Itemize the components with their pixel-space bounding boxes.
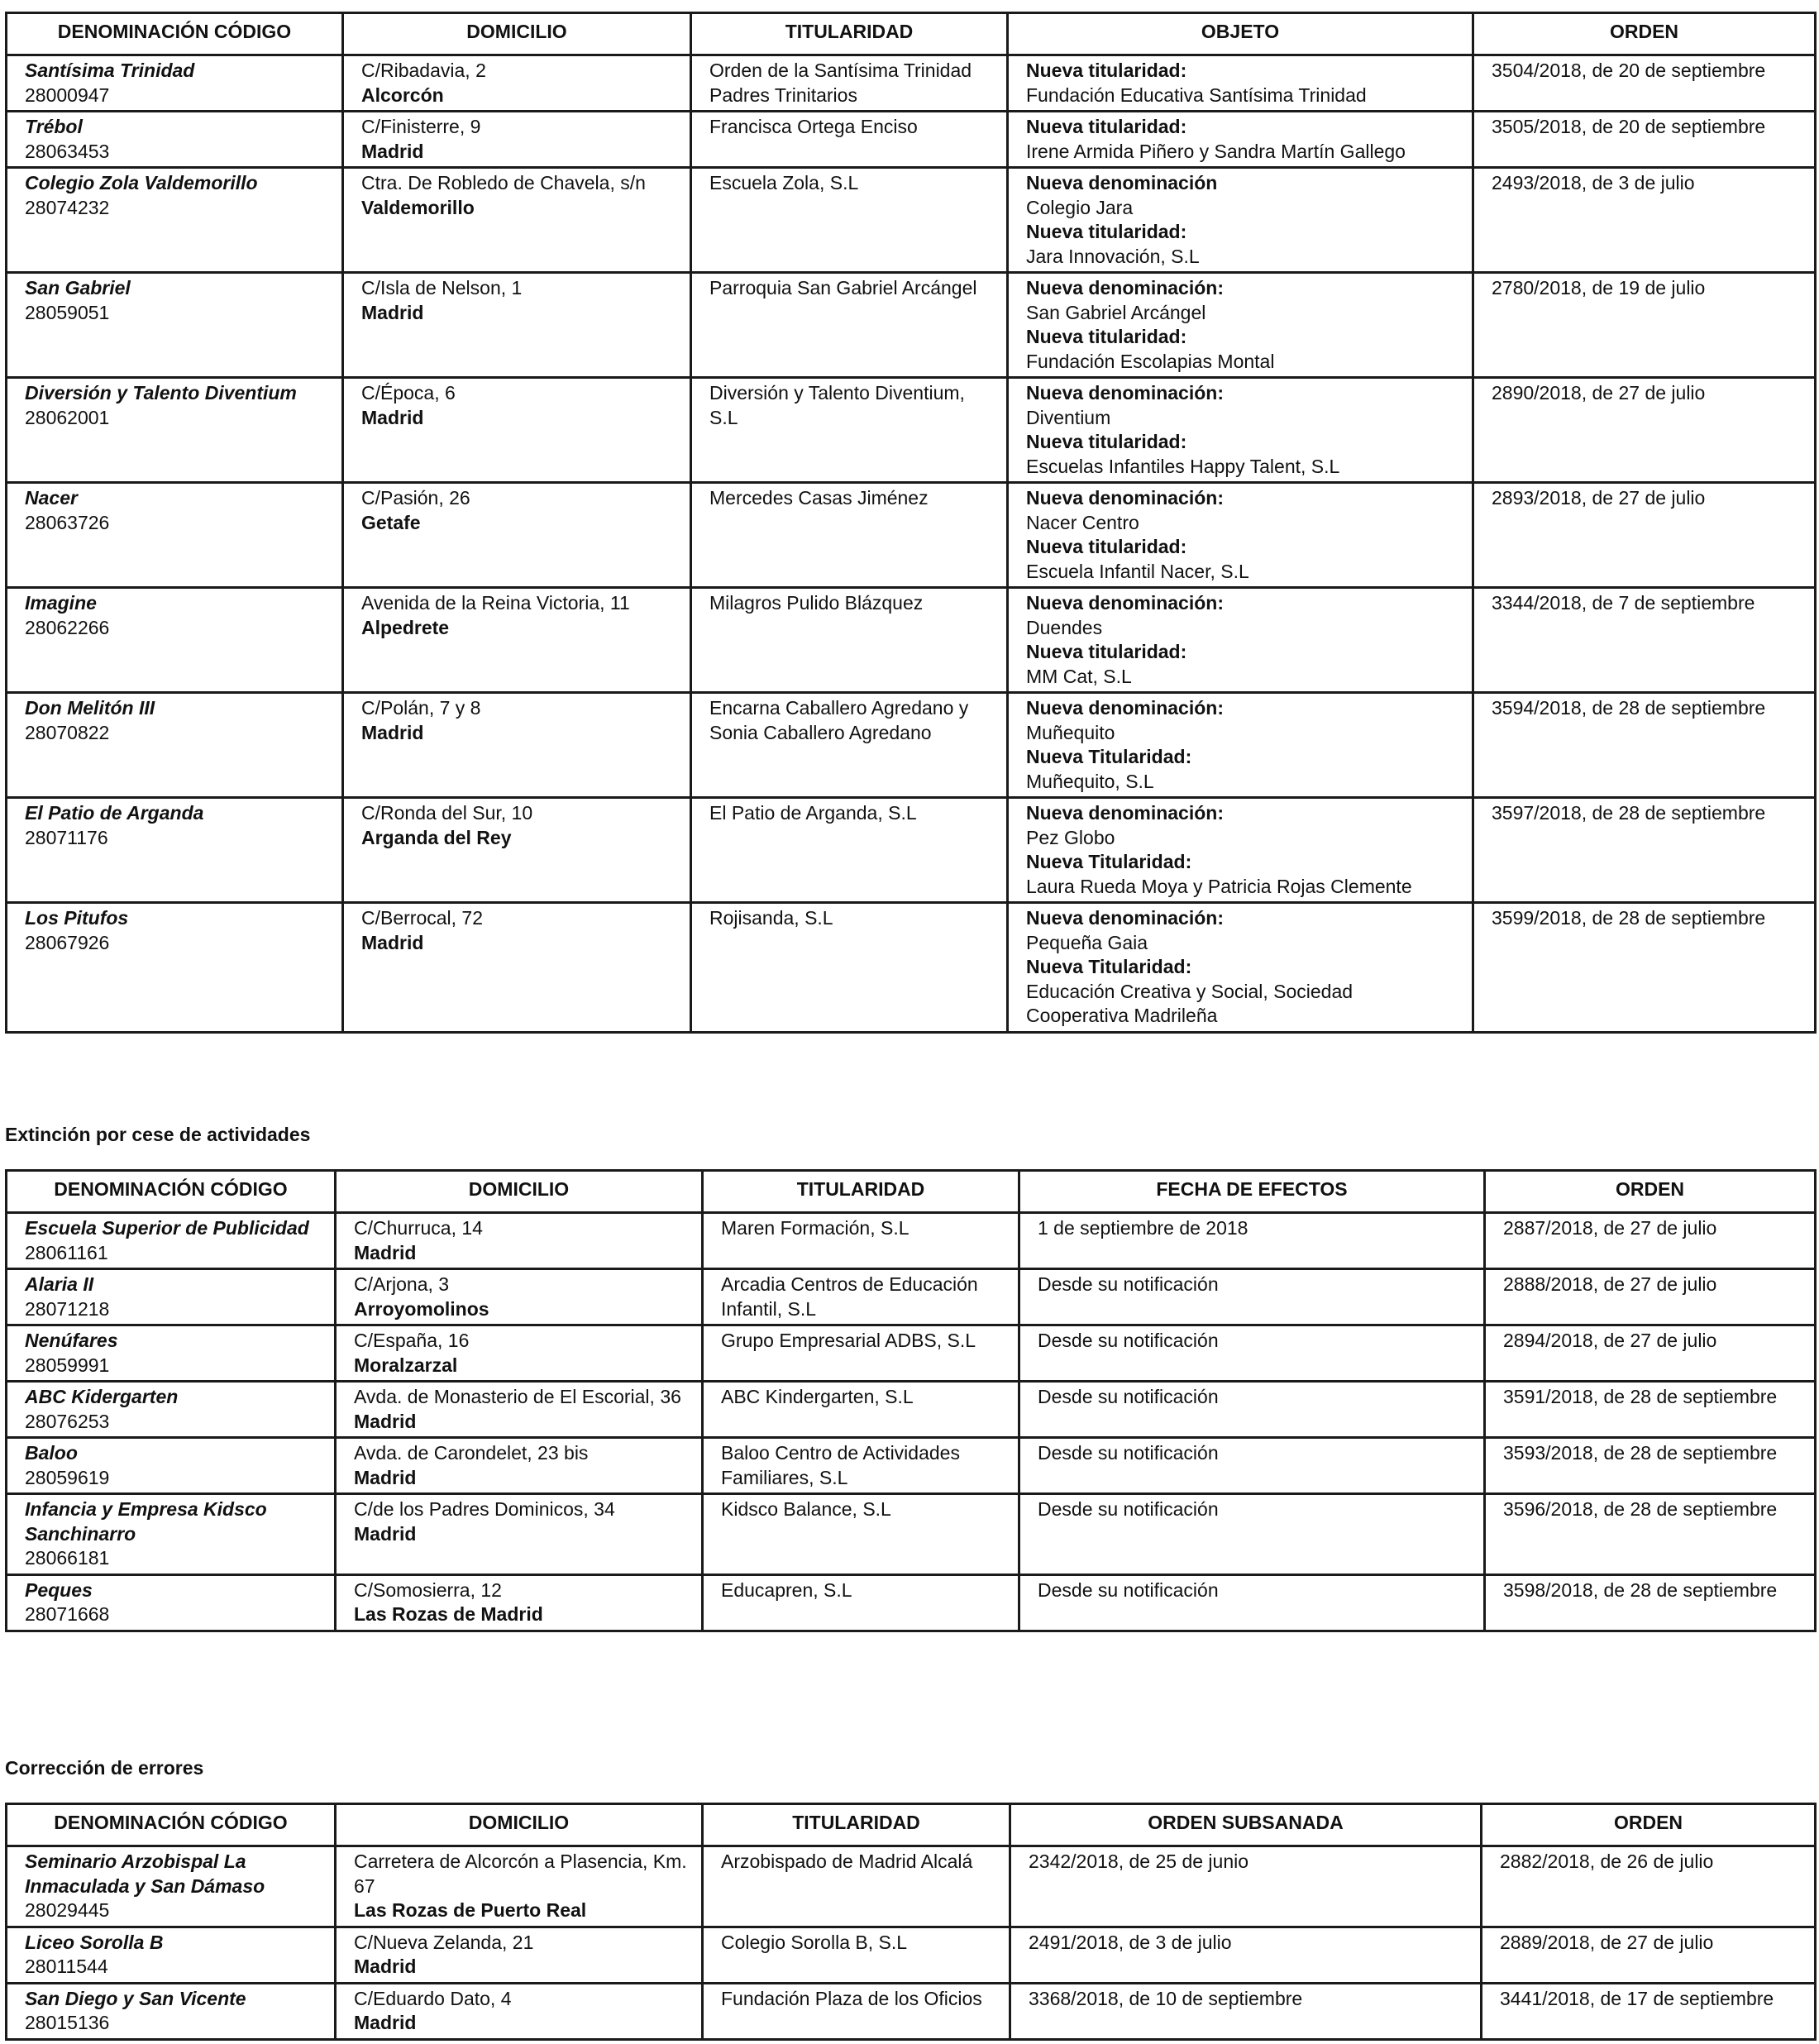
center-code: 28071218 (25, 1297, 110, 1320)
corrections-table (5, 1803, 1817, 2041)
table-row (7, 903, 1816, 1033)
object-value: Fundación Escolapias Montal (1026, 350, 1275, 372)
cell-denominacion (7, 378, 343, 483)
city: Alpedrete (361, 616, 450, 638)
cell-denominacion (7, 112, 343, 168)
object-label: Nueva Titularidad: (1026, 956, 1192, 977)
center-name: Baloo (25, 1442, 78, 1464)
center-code: 28000947 (25, 84, 110, 106)
object-label: Nueva denominación: (1026, 277, 1224, 298)
table-row (7, 55, 1816, 112)
object-label: Nueva denominación: (1026, 592, 1224, 614)
cell-domicilio (336, 1269, 703, 1325)
object-label: Nueva denominación (1026, 172, 1218, 193)
center-code: 28059051 (25, 301, 110, 323)
center-name: Santísima Trinidad (25, 60, 195, 81)
address: C/Isla de Nelson, 1 (361, 277, 523, 298)
address: C/Churruca, 14 (354, 1217, 483, 1239)
cell-denominacion (7, 1574, 336, 1631)
header-objeto: OBJETO (1008, 13, 1473, 55)
cell-denominacion (7, 1382, 336, 1438)
table-row (7, 273, 1816, 378)
city: Madrid (354, 1466, 417, 1488)
city: Valdemorillo (361, 196, 475, 218)
cell-denominacion (7, 1983, 336, 2039)
cell-domicilio (336, 1325, 703, 1382)
table-row (7, 1438, 1816, 1494)
address: C/de los Padres Dominicos, 34 (354, 1498, 615, 1520)
header-domicilio: DOMICILIO (336, 1171, 703, 1213)
cell-domicilio (343, 112, 691, 168)
cell-domicilio (336, 1927, 703, 1983)
cell-fecha-efectos: Desde su notificación (1019, 1325, 1485, 1382)
cell-denominacion (7, 1494, 336, 1575)
cell-titularidad: Maren Formación, S.L (703, 1213, 1019, 1269)
cell-domicilio (343, 588, 691, 693)
cell-objeto (1008, 903, 1473, 1033)
cell-fecha-efectos: 1 de septiembre de 2018 (1019, 1213, 1485, 1269)
cell-titularidad: ABC Kindergarten, S.L (703, 1382, 1019, 1438)
cell-titularidad: Diversión y Talento Diventium, S.L (691, 378, 1008, 483)
center-code: 28062266 (25, 616, 110, 638)
cell-orden: 3594/2018, de 28 de septiembre (1473, 693, 1816, 798)
cell-domicilio (336, 1983, 703, 2039)
table-row (7, 1382, 1816, 1438)
object-label: Nueva denominación: (1026, 907, 1224, 929)
cell-orden: 2894/2018, de 27 de julio (1485, 1325, 1816, 1382)
cell-orden: 2893/2018, de 27 de julio (1473, 483, 1816, 588)
center-code: 28070822 (25, 721, 110, 743)
city: Madrid (354, 1410, 417, 1432)
center-name: Don Melitón III (25, 697, 155, 719)
cell-domicilio (336, 1438, 703, 1494)
cell-orden: 3596/2018, de 28 de septiembre (1485, 1494, 1816, 1575)
city: Madrid (354, 2012, 417, 2033)
object-value: San Gabriel Arcángel (1026, 301, 1206, 323)
cell-domicilio (343, 55, 691, 112)
object-value: Laura Rueda Moya y Patricia Rojas Clemente (1026, 875, 1412, 897)
center-code: 28061161 (25, 1241, 108, 1263)
object-value: Muñequito, S.L (1026, 770, 1154, 792)
table-row (7, 168, 1816, 273)
center-name: Alaria II (25, 1273, 94, 1295)
center-name: Colegio Zola Valdemorillo (25, 172, 258, 193)
cell-domicilio (336, 1494, 703, 1575)
cell-titularidad: Milagros Pulido Blázquez (691, 588, 1008, 693)
cell-fecha-efectos: Desde su notificación (1019, 1269, 1485, 1325)
header-denominacion: DENOMINACIÓN CÓDIGO (7, 1171, 336, 1213)
center-code: 28011544 (25, 1956, 108, 1977)
cell-domicilio (343, 798, 691, 903)
center-name: ABC Kidergarten (25, 1386, 179, 1407)
address: C/Arjona, 3 (354, 1273, 450, 1295)
cell-domicilio (343, 483, 691, 588)
center-code: 28063453 (25, 140, 110, 162)
object-label: Nueva denominación: (1026, 382, 1224, 404)
address: C/Nueva Zelanda, 21 (354, 1931, 534, 1953)
cell-denominacion (7, 798, 343, 903)
cell-fecha-efectos: Desde su notificación (1019, 1494, 1485, 1575)
center-name: Diversión y Talento Diventium (25, 382, 297, 404)
object-value: Fundación Educativa Santísima Trinidad (1026, 84, 1367, 106)
cell-fecha-efectos: Desde su notificación (1019, 1382, 1485, 1438)
cell-orden: 2889/2018, de 27 de julio (1482, 1927, 1816, 1983)
table-row (7, 378, 1816, 483)
cell-orden-subsanada: 2342/2018, de 25 de junio (1010, 1846, 1482, 1927)
object-label: Nueva titularidad: (1026, 536, 1187, 557)
cell-titularidad: Parroquia San Gabriel Arcángel (691, 273, 1008, 378)
object-value: Irene Armida Piñero y Sandra Martín Gallego (1026, 140, 1406, 162)
center-code: 28071668 (25, 1603, 110, 1625)
city: Arroyomolinos (354, 1297, 489, 1320)
center-code: 28071176 (25, 826, 108, 848)
object-label: Nueva Titularidad: (1026, 851, 1192, 872)
cell-orden: 3505/2018, de 20 de septiembre (1473, 112, 1816, 168)
header-row (7, 13, 1816, 55)
address: C/Polán, 7 y 8 (361, 697, 481, 719)
cell-denominacion (7, 168, 343, 273)
object-label: Nueva denominación: (1026, 697, 1224, 719)
cell-denominacion (7, 1927, 336, 1983)
modifications-table (5, 12, 1817, 1034)
table-row (7, 1846, 1816, 1927)
header-row (7, 1171, 1816, 1213)
cell-orden: 2887/2018, de 27 de julio (1485, 1213, 1816, 1269)
city: Madrid (361, 406, 424, 428)
address: C/Eduardo Dato, 4 (354, 1987, 512, 2009)
center-name: Liceo Sorolla B (25, 1931, 164, 1953)
cell-titularidad: Escuela Zola, S.L (691, 168, 1008, 273)
cell-objeto (1008, 483, 1473, 588)
table-row (7, 1269, 1816, 1325)
center-code: 28015136 (25, 2012, 110, 2033)
object-value: Muñequito (1026, 721, 1115, 743)
cell-orden: 3591/2018, de 28 de septiembre (1485, 1382, 1816, 1438)
center-code: 28067926 (25, 931, 110, 953)
object-value: Educación Creativa y Social, Sociedad Cooperativa Madrileña (1026, 980, 1354, 1026)
center-code: 28059991 (25, 1354, 110, 1376)
city: Getafe (361, 511, 421, 533)
address: Avenida de la Reina Victoria, 11 (361, 592, 630, 614)
cell-titularidad: Arcadia Centros de Educación Infantil, S.L (703, 1269, 1019, 1325)
cell-titularidad: Arzobispado de Madrid Alcalá (703, 1846, 1010, 1927)
header-domicilio: DOMICILIO (343, 13, 691, 55)
cell-orden: 3593/2018, de 28 de septiembre (1485, 1438, 1816, 1494)
center-name: Imagine (25, 592, 97, 614)
city: Madrid (354, 1522, 417, 1545)
table-row (7, 1927, 1816, 1983)
city: Madrid (354, 1956, 417, 1977)
header-titularidad: TITULARIDAD (703, 1804, 1010, 1846)
cell-denominacion (7, 273, 343, 378)
address: Avda. de Monasterio de El Escorial, 36 (354, 1386, 681, 1407)
city: Alcorcón (361, 84, 444, 106)
section-title-extincion: Extinción por cese de actividades (5, 1124, 311, 1145)
cell-orden: 3597/2018, de 28 de septiembre (1473, 798, 1816, 903)
center-code: 28074232 (25, 196, 110, 218)
table-row (7, 798, 1816, 903)
center-name: Escuela Superior de Publicidad (25, 1217, 309, 1239)
cell-objeto (1008, 693, 1473, 798)
table-row (7, 588, 1816, 693)
object-label: Nueva titularidad: (1026, 60, 1187, 81)
header-denominacion: DENOMINACIÓN CÓDIGO (7, 13, 343, 55)
address: Avda. de Carondelet, 23 bis (354, 1442, 589, 1464)
city: Moralzarzal (354, 1354, 458, 1376)
center-code: 28059619 (25, 1466, 110, 1488)
city: Arganda del Rey (361, 826, 512, 848)
cell-denominacion (7, 483, 343, 588)
cell-titularidad: Grupo Empresarial ADBS, S.L (703, 1325, 1019, 1382)
cell-denominacion (7, 1213, 336, 1269)
cell-titularidad: El Patio de Arganda, S.L (691, 798, 1008, 903)
object-value: Pequeña Gaia (1026, 931, 1148, 953)
object-value: Escuelas Infantiles Happy Talent, S.L (1026, 455, 1340, 477)
object-label: Nueva denominación: (1026, 802, 1224, 824)
object-label: Nueva titularidad: (1026, 431, 1187, 452)
object-value: Pez Globo (1026, 826, 1115, 848)
object-value: MM Cat, S.L (1026, 665, 1132, 687)
city: Madrid (361, 140, 424, 162)
cell-orden: 2882/2018, de 26 de julio (1482, 1846, 1816, 1927)
object-value: Jara Innovación, S.L (1026, 245, 1200, 267)
object-label: Nueva Titularidad: (1026, 746, 1192, 767)
address: C/Somosierra, 12 (354, 1578, 502, 1601)
cell-titularidad: Orden de la Santísima Trinidad Padres Trinitarios (691, 55, 1008, 112)
cell-denominacion (7, 1438, 336, 1494)
cell-objeto (1008, 588, 1473, 693)
center-code: 28062001 (25, 406, 110, 428)
cell-objeto (1008, 112, 1473, 168)
header-fecha-efectos: FECHA DE EFECTOS (1019, 1171, 1485, 1213)
city: Madrid (361, 301, 424, 323)
cell-orden: 3344/2018, de 7 de septiembre (1473, 588, 1816, 693)
cell-objeto (1008, 798, 1473, 903)
city: Madrid (354, 1241, 417, 1263)
center-name: Los Pitufos (25, 907, 129, 929)
table-row (7, 1325, 1816, 1382)
cell-titularidad: Fundación Plaza de los Oficios (703, 1983, 1010, 2039)
section-title-correccion: Corrección de errores (5, 1757, 204, 1779)
address: C/Pasión, 26 (361, 487, 470, 509)
center-name: Seminario Arzobispal La Inmaculada y San Dámaso (25, 1851, 265, 1897)
cell-orden: 3598/2018, de 28 de septiembre (1485, 1574, 1816, 1631)
object-label: Nueva titularidad: (1026, 326, 1187, 347)
object-value: Colegio Jara (1026, 196, 1134, 218)
center-name: San Gabriel (25, 277, 131, 298)
cell-orden-subsanada: 3368/2018, de 10 de septiembre (1010, 1983, 1482, 2039)
center-name: Peques (25, 1578, 93, 1601)
object-value: Diventium (1026, 406, 1111, 428)
cell-orden: 3599/2018, de 28 de septiembre (1473, 903, 1816, 1033)
table-row (7, 693, 1816, 798)
center-code: 28076253 (25, 1410, 110, 1432)
table-row (7, 1574, 1816, 1631)
cell-orden: 3441/2018, de 17 de septiembre (1482, 1983, 1816, 2039)
header-domicilio: DOMICILIO (336, 1804, 703, 1846)
object-label: Nueva titularidad: (1026, 221, 1187, 242)
cell-titularidad: Colegio Sorolla B, S.L (703, 1927, 1010, 1983)
cell-fecha-efectos: Desde su notificación (1019, 1438, 1485, 1494)
table-row (7, 1213, 1816, 1269)
object-label: Nueva denominación: (1026, 487, 1224, 509)
cell-domicilio (343, 168, 691, 273)
cell-orden: 2780/2018, de 19 de julio (1473, 273, 1816, 378)
center-code: 28029445 (25, 1899, 110, 1921)
cell-titularidad: Baloo Centro de Actividades Familiares, S.L (703, 1438, 1019, 1494)
extinction-table (5, 1169, 1817, 1632)
address: Ctra. De Robledo de Chavela, s/n (361, 172, 646, 193)
cell-orden: 2493/2018, de 3 de julio (1473, 168, 1816, 273)
cell-domicilio (336, 1574, 703, 1631)
cell-titularidad: Mercedes Casas Jiménez (691, 483, 1008, 588)
address: C/Época, 6 (361, 382, 456, 404)
cell-fecha-efectos: Desde su notificación (1019, 1574, 1485, 1631)
header-orden-subsanada: ORDEN SUBSANADA (1010, 1804, 1482, 1846)
object-value: Escuela Infantil Nacer, S.L (1026, 560, 1249, 582)
center-name: San Diego y San Vicente (25, 1987, 246, 2009)
object-label: Nueva titularidad: (1026, 641, 1187, 662)
cell-orden-subsanada: 2491/2018, de 3 de julio (1010, 1927, 1482, 1983)
cell-denominacion (7, 55, 343, 112)
cell-domicilio (343, 693, 691, 798)
table-row (7, 112, 1816, 168)
cell-objeto (1008, 273, 1473, 378)
table-row (7, 1983, 1816, 2039)
header-orden: ORDEN (1482, 1804, 1816, 1846)
center-name: Nenúfares (25, 1330, 118, 1351)
cell-denominacion (7, 1269, 336, 1325)
center-name: El Patio de Arganda (25, 802, 204, 824)
center-name: Trébol (25, 116, 83, 137)
cell-domicilio (343, 903, 691, 1033)
header-titularidad: TITULARIDAD (703, 1171, 1019, 1213)
table-row (7, 483, 1816, 588)
cell-domicilio (336, 1846, 703, 1927)
address: C/Finisterre, 9 (361, 116, 481, 137)
address: C/España, 16 (354, 1330, 470, 1351)
header-orden: ORDEN (1473, 13, 1816, 55)
address: C/Berrocal, 72 (361, 907, 484, 929)
cell-domicilio (343, 378, 691, 483)
header-denominacion: DENOMINACIÓN CÓDIGO (7, 1804, 336, 1846)
header-titularidad: TITULARIDAD (691, 13, 1008, 55)
city: Madrid (361, 721, 424, 743)
header-orden: ORDEN (1485, 1171, 1816, 1213)
center-name: Infancia y Empresa Kidsco Sanchinarro (25, 1498, 267, 1545)
city: Las Rozas de Puerto Real (354, 1899, 587, 1921)
header-row (7, 1804, 1816, 1846)
address: C/Ribadavia, 2 (361, 60, 486, 81)
table-row (7, 1494, 1816, 1575)
address: Carretera de Alcorcón a Plasencia, Km. 67 (354, 1851, 687, 1897)
cell-titularidad: Francisca Ortega Enciso (691, 112, 1008, 168)
cell-titularidad: Rojisanda, S.L (691, 903, 1008, 1033)
object-value: Duendes (1026, 616, 1103, 638)
city: Las Rozas de Madrid (354, 1603, 543, 1625)
cell-objeto (1008, 168, 1473, 273)
center-code: 28063726 (25, 511, 110, 533)
cell-denominacion (7, 1846, 336, 1927)
cell-denominacion (7, 588, 343, 693)
center-code: 28066181 (25, 1547, 110, 1569)
city: Madrid (361, 931, 424, 953)
cell-orden: 2890/2018, de 27 de julio (1473, 378, 1816, 483)
object-label: Nueva titularidad: (1026, 116, 1187, 137)
cell-titularidad: Kidsco Balance, S.L (703, 1494, 1019, 1575)
address: C/Ronda del Sur, 10 (361, 802, 533, 824)
cell-objeto (1008, 378, 1473, 483)
cell-denominacion (7, 1325, 336, 1382)
cell-domicilio (336, 1213, 703, 1269)
cell-titularidad: Educapren, S.L (703, 1574, 1019, 1631)
object-value: Nacer Centro (1026, 511, 1139, 533)
cell-orden: 3504/2018, de 20 de septiembre (1473, 55, 1816, 112)
center-name: Nacer (25, 487, 78, 509)
cell-orden: 2888/2018, de 27 de julio (1485, 1269, 1816, 1325)
cell-objeto (1008, 55, 1473, 112)
cell-denominacion (7, 693, 343, 798)
cell-denominacion (7, 903, 343, 1033)
cell-domicilio (336, 1382, 703, 1438)
cell-titularidad: Encarna Caballero Agredano y Sonia Caballero Agredano (691, 693, 1008, 798)
cell-domicilio (343, 273, 691, 378)
